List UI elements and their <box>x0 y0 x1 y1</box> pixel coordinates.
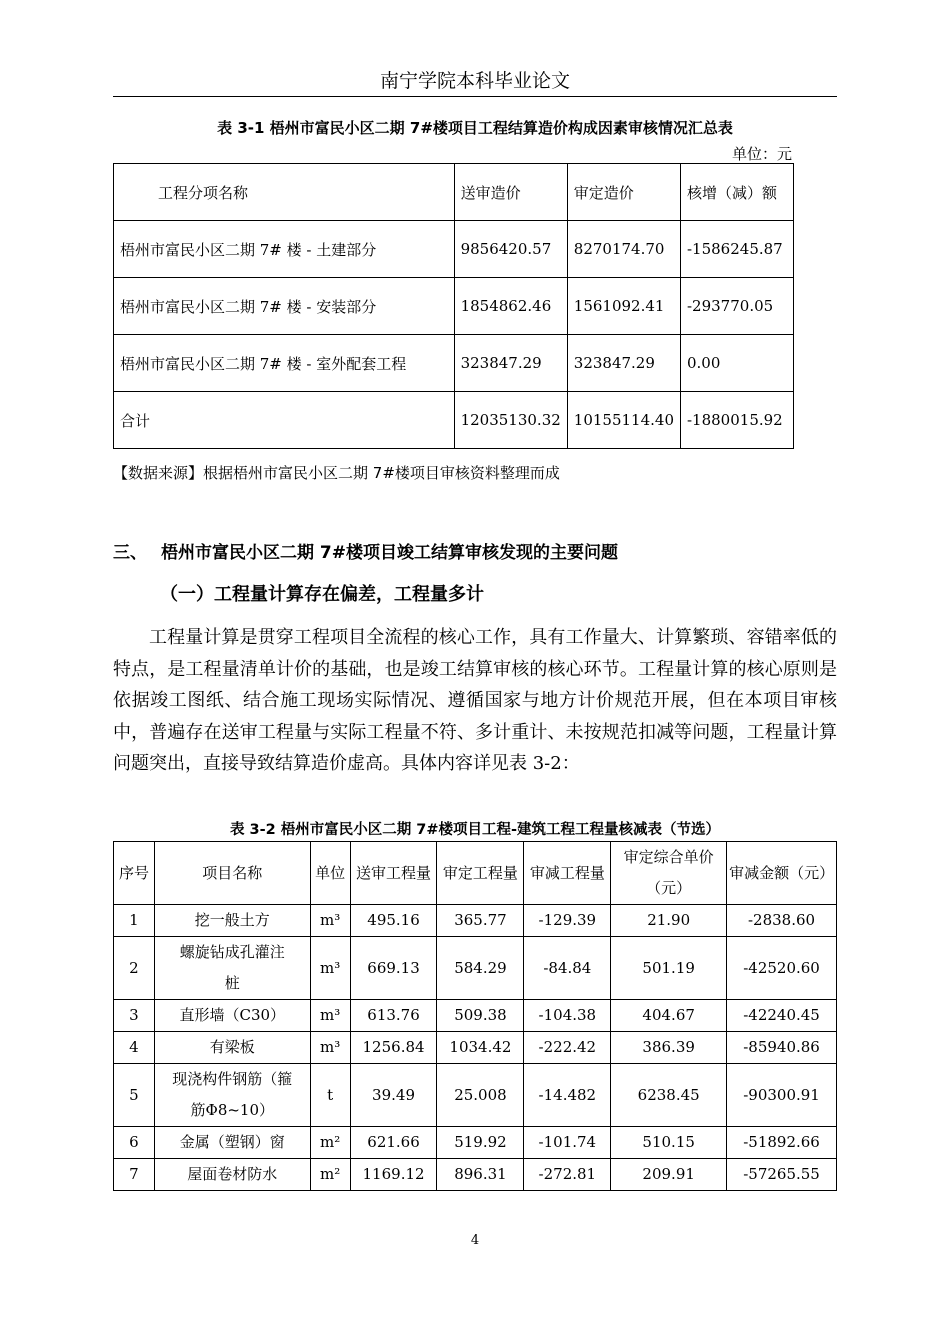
header-cell: 审定综合单价（元） <box>611 842 727 905</box>
table-cell: 621.66 <box>350 1127 437 1159</box>
table-cell: m² <box>310 1127 350 1159</box>
header-cell: 审定造价 <box>567 164 680 221</box>
table-cell: 495.16 <box>350 905 437 937</box>
table-row <box>114 1032 837 1064</box>
table-header-row <box>114 164 794 221</box>
table-row <box>114 1000 837 1032</box>
table-cell: 1169.12 <box>350 1159 437 1191</box>
table-cell: -14.482 <box>524 1064 611 1127</box>
table-cell: 509.38 <box>437 1000 524 1032</box>
section-heading <box>113 538 618 563</box>
table-cell: 屋面卷材防水 <box>154 1159 310 1191</box>
table-cell: 501.19 <box>611 937 727 1000</box>
table-cell: 8270174.70 <box>567 221 680 278</box>
table-cell: 1256.84 <box>350 1032 437 1064</box>
table-cell: -101.74 <box>524 1127 611 1159</box>
header-cell: 项目名称 <box>154 842 310 905</box>
table-cell: -104.38 <box>524 1000 611 1032</box>
table-cell: t <box>310 1064 350 1127</box>
table-cell: -42240.45 <box>727 1000 837 1032</box>
header-cell: 单位 <box>310 842 350 905</box>
table-cell: 25.008 <box>437 1064 524 1127</box>
page-header: 南宁学院本科毕业论文 <box>379 70 570 92</box>
table-cell: 6238.45 <box>611 1064 727 1127</box>
table-cell: 合计 <box>114 392 455 449</box>
cost-summary-table <box>113 163 794 449</box>
table-cell: 0.00 <box>680 335 793 392</box>
table1-unit: 单位：元 <box>731 145 792 163</box>
table-cell: -293770.05 <box>680 278 793 335</box>
table-row <box>114 221 794 278</box>
table-cell: -222.42 <box>524 1032 611 1064</box>
table-cell: 39.49 <box>350 1064 437 1127</box>
table-cell: 519.92 <box>437 1127 524 1159</box>
table-cell: -51892.66 <box>727 1127 837 1159</box>
section-title: 梧州市富民小区二期 7#楼项目竣工结算审核发现的主要问题 <box>161 543 618 563</box>
table-cell: -2838.60 <box>727 905 837 937</box>
table-row <box>114 1127 837 1159</box>
table1-source-note: 【数据来源】根据梧州市富民小区二期 7#楼项目审核资料整理而成 <box>113 464 560 482</box>
table-cell: 669.13 <box>350 937 437 1000</box>
table-cell: -272.81 <box>524 1159 611 1191</box>
table-cell: 直形墙（C30） <box>154 1000 310 1032</box>
table-cell: 1854862.46 <box>454 278 567 335</box>
table-row <box>114 392 794 449</box>
table-row <box>114 937 837 1000</box>
table-cell: -84.84 <box>524 937 611 1000</box>
table-cell: 323847.29 <box>454 335 567 392</box>
table-cell: 613.76 <box>350 1000 437 1032</box>
table-cell: -90300.91 <box>727 1064 837 1127</box>
table2-caption: 表 3-2 梧州市富民小区二期 7#楼项目工程-建筑工程工程量核减表（节选） <box>229 822 721 838</box>
table-cell: -85940.86 <box>727 1032 837 1064</box>
table-cell: -1586245.87 <box>680 221 793 278</box>
page-number: 4 <box>470 1233 480 1248</box>
table-cell: m³ <box>310 1000 350 1032</box>
table-cell: 6 <box>114 1127 155 1159</box>
header-cell: 序号 <box>114 842 155 905</box>
table-cell: m³ <box>310 1032 350 1064</box>
body-paragraph: 工程量计算是贯穿工程项目全流程的核心工作，具有工作量大、计算繁琐、容错率低的特点，是工程量清单计价的基础，也是竣工结算审核的核心环节。工程量计算的核心原则是依据竣工图纸、结合施工现场实际情况、遵循国家与地方计价规范开展，但在本项目审核中，普遍存在送审工程量与实际工程量不符、多计重计、未按规范扣减等问题，工程量计算问题突出，直接导致结算造价虚高。具体内容详见表 3-2： <box>113 627 837 775</box>
header-cell: 审减工程量 <box>524 842 611 905</box>
table-row <box>114 905 837 937</box>
table-row <box>114 278 794 335</box>
table-cell: 梧州市富民小区二期 7# 楼 - 室外配套工程 <box>114 335 455 392</box>
table-cell: 323847.29 <box>567 335 680 392</box>
table-cell: 365.77 <box>437 905 524 937</box>
table-cell: 510.15 <box>611 1127 727 1159</box>
table-cell: 有梁板 <box>154 1032 310 1064</box>
table-cell: m³ <box>310 937 350 1000</box>
header-cell: 审定工程量 <box>437 842 524 905</box>
subsection-heading: （一）工程量计算存在偏差，工程量多计 <box>160 584 484 605</box>
table-cell: 10155114.40 <box>567 392 680 449</box>
table-cell: 7 <box>114 1159 155 1191</box>
table-cell: 584.29 <box>437 937 524 1000</box>
table-cell: 1 <box>114 905 155 937</box>
table-cell: -129.39 <box>524 905 611 937</box>
table-cell: 金属（塑钢）窗 <box>154 1127 310 1159</box>
table-cell: 挖一般土方 <box>154 905 310 937</box>
table-cell: 现浇构件钢筋（箍筋Φ8~10） <box>154 1064 310 1127</box>
table-cell: 梧州市富民小区二期 7# 楼 - 安装部分 <box>114 278 455 335</box>
header-cell: 审减金额（元） <box>727 842 837 905</box>
quantity-reduction-table <box>113 841 837 1191</box>
table-header-row <box>114 842 837 905</box>
table-cell: 3 <box>114 1000 155 1032</box>
table-cell: 386.39 <box>611 1032 727 1064</box>
table-cell: m² <box>310 1159 350 1191</box>
header-cell: 核增（减）额 <box>680 164 793 221</box>
header-divider <box>113 96 837 97</box>
table-row <box>114 1159 837 1191</box>
table-cell: -57265.55 <box>727 1159 837 1191</box>
table-cell: 21.90 <box>611 905 727 937</box>
table-cell: 1034.42 <box>437 1032 524 1064</box>
table-cell: 404.67 <box>611 1000 727 1032</box>
table-cell: 梧州市富民小区二期 7# 楼 - 土建部分 <box>114 221 455 278</box>
table-cell: 12035130.32 <box>454 392 567 449</box>
table1-caption: 表 3-1 梧州市富民小区二期 7#楼项目工程结算造价构成因素审核情况汇总表 <box>217 119 733 137</box>
table-cell: 896.31 <box>437 1159 524 1191</box>
section-number: 三、 <box>113 543 147 563</box>
table-row <box>114 335 794 392</box>
table-cell: 4 <box>114 1032 155 1064</box>
table-cell: 9856420.57 <box>454 221 567 278</box>
table-cell: 1561092.41 <box>567 278 680 335</box>
header-cell: 送审造价 <box>454 164 567 221</box>
header-cell: 送审工程量 <box>350 842 437 905</box>
table-cell: 209.91 <box>611 1159 727 1191</box>
table-cell: -42520.60 <box>727 937 837 1000</box>
header-cell: 工程分项名称 <box>114 164 455 221</box>
table-row <box>114 1064 837 1127</box>
table-cell: 5 <box>114 1064 155 1127</box>
table-cell: 螺旋钻成孔灌注桩 <box>154 937 310 1000</box>
table-cell: -1880015.92 <box>680 392 793 449</box>
table-cell: m³ <box>310 905 350 937</box>
table-cell: 2 <box>114 937 155 1000</box>
